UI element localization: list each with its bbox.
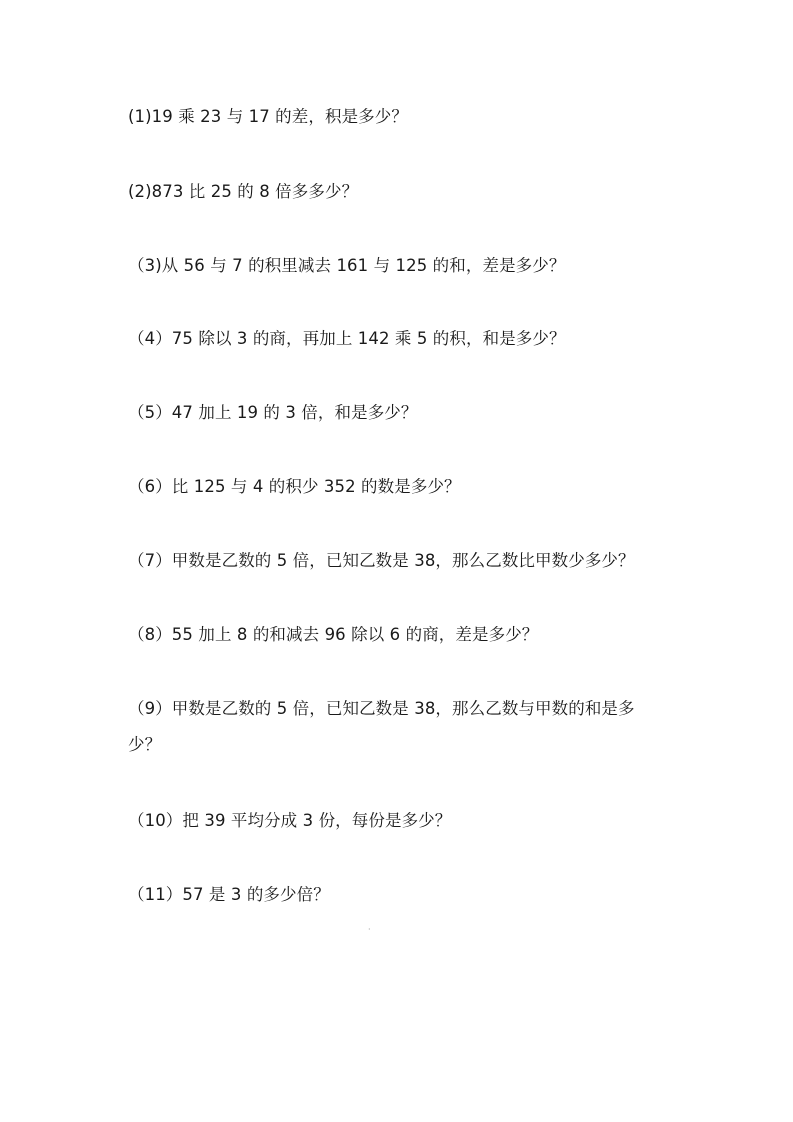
question-4: （4）75 除以 3 的商，再加上 142 乘 5 的积，和是多少？ [128, 329, 566, 348]
question-3: （3)从 56 与 7 的积里减去 161 与 125 的和，差是多少？ [128, 256, 566, 275]
question-11: （11）57 是 3 的多少倍？ [128, 885, 330, 904]
question-1: (1)19 乘 23 与 17 的差，积是多少？ [128, 107, 408, 126]
question-10: （10）把 39 平均分成 3 份，每份是多少？ [128, 811, 452, 830]
question-9: （9）甲数是乙数的 5 倍，已知乙数是 38，那么乙数与甲数的和是多少？ [128, 699, 635, 754]
question-5: （5）47 加上 19 的 3 倍，和是多少？ [128, 403, 418, 422]
question-6: （6）比 125 与 4 的积少 352 的数是多少？ [128, 477, 461, 496]
scan-speck: · [368, 925, 371, 934]
question-2: (2)873 比 25 的 8 倍多多少？ [128, 182, 359, 201]
question-8: （8）55 加上 8 的和减去 96 除以 6 的商，差是多少？ [128, 625, 539, 644]
question-7: （7）甲数是乙数的 5 倍，已知乙数是 38，那么乙数比甲数少多少？ [128, 551, 635, 570]
